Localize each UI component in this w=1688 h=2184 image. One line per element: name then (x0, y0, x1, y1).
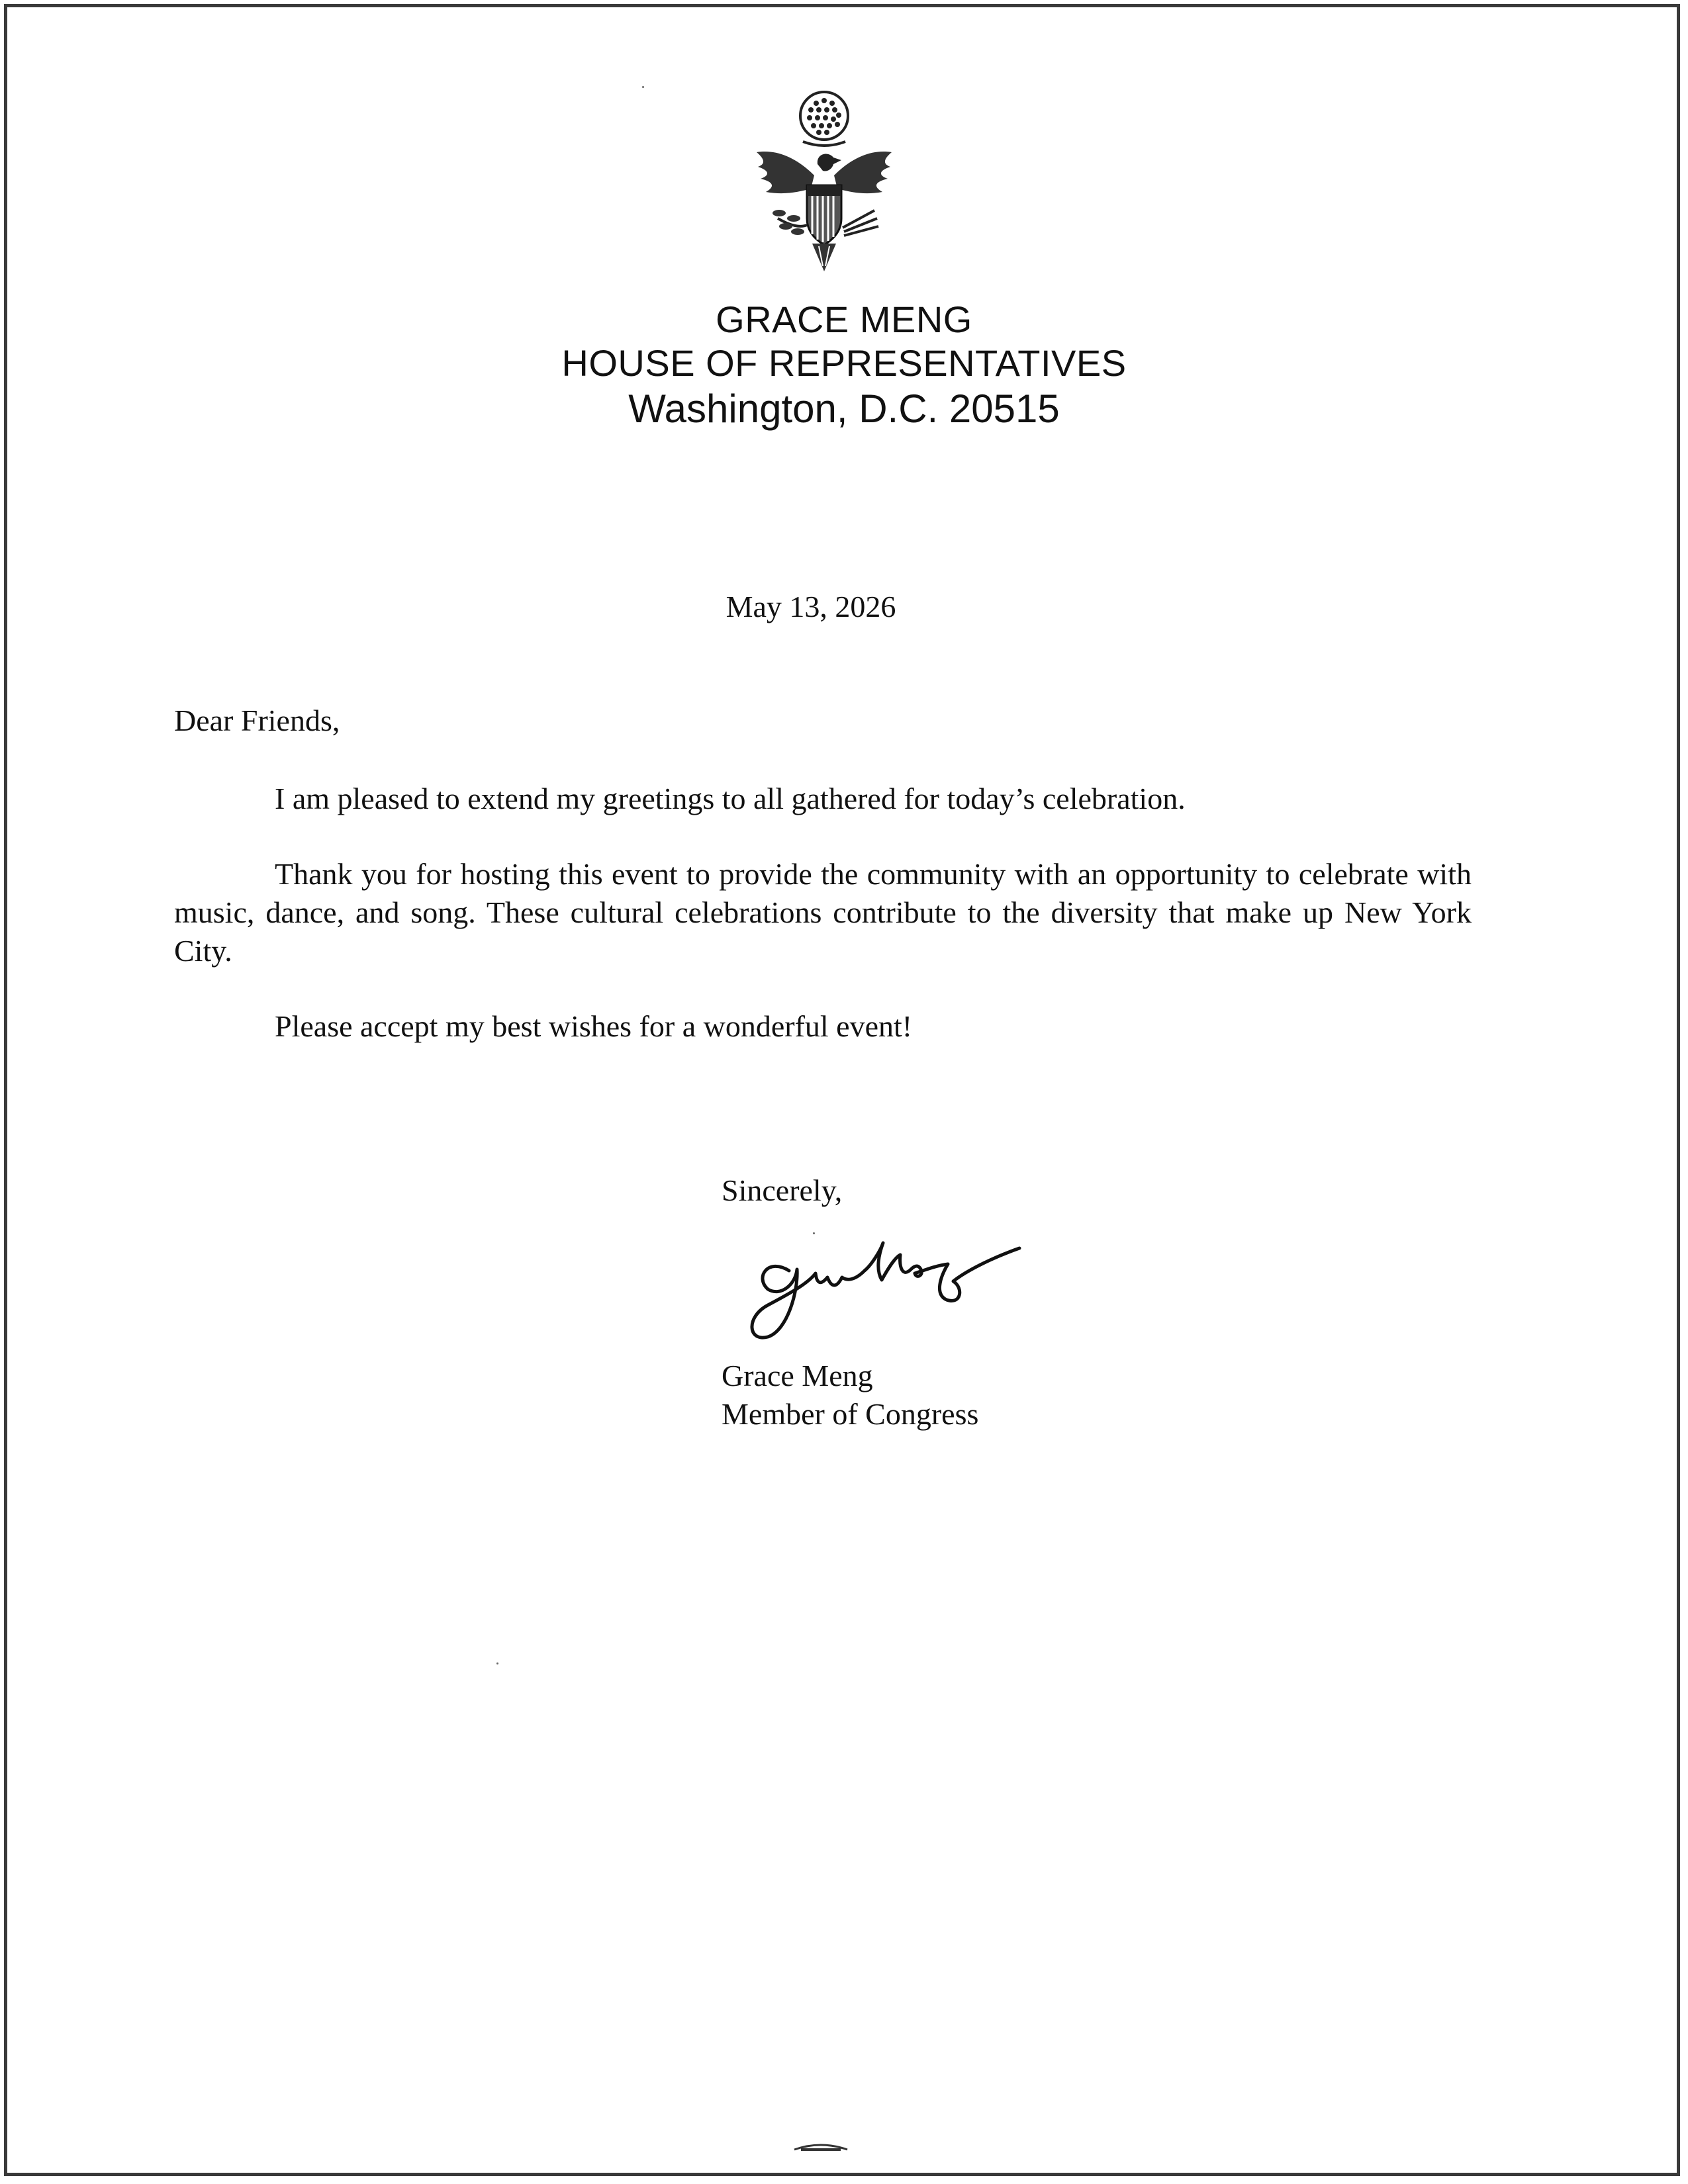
letter-body (174, 702, 1472, 1083)
scan-speck (813, 1232, 815, 1234)
scan-speck (496, 1662, 498, 1664)
letterhead-city: Washington, D.C. 20515 (628, 387, 1060, 431)
signer-block (722, 1357, 978, 1433)
closing: Sincerely, (722, 1173, 843, 1207)
paragraph-thanks: Thank you for hosting this event to provide the community with an opportunity to celebrate with music, dance, and song. These cultural celebrations contribute to the diversity that make up New York City. (174, 857, 1472, 968)
paragraph-wishes: Please accept my best wishes for a wonderful event! (275, 1009, 913, 1043)
letterhead-name: GRACE MENG (716, 298, 972, 340)
signer-title: Member of Congress (722, 1397, 979, 1431)
paragraph-greeting: I am pleased to extend my greetings to all gathered for today’s celebration. (275, 782, 1186, 815)
letter-date: May 13, 2026 (726, 590, 896, 623)
scan-speck (642, 86, 644, 88)
letterhead (0, 298, 1688, 433)
letterhead-chamber: HOUSE OF REPRESENTATIVES (561, 342, 1127, 384)
signature-icon (741, 1231, 1053, 1350)
great-seal-eagle-icon (738, 86, 910, 278)
salutation: Dear Friends, (174, 704, 340, 737)
footer-union-mark-icon (788, 2142, 854, 2152)
signer-name: Grace Meng (722, 1359, 873, 1392)
